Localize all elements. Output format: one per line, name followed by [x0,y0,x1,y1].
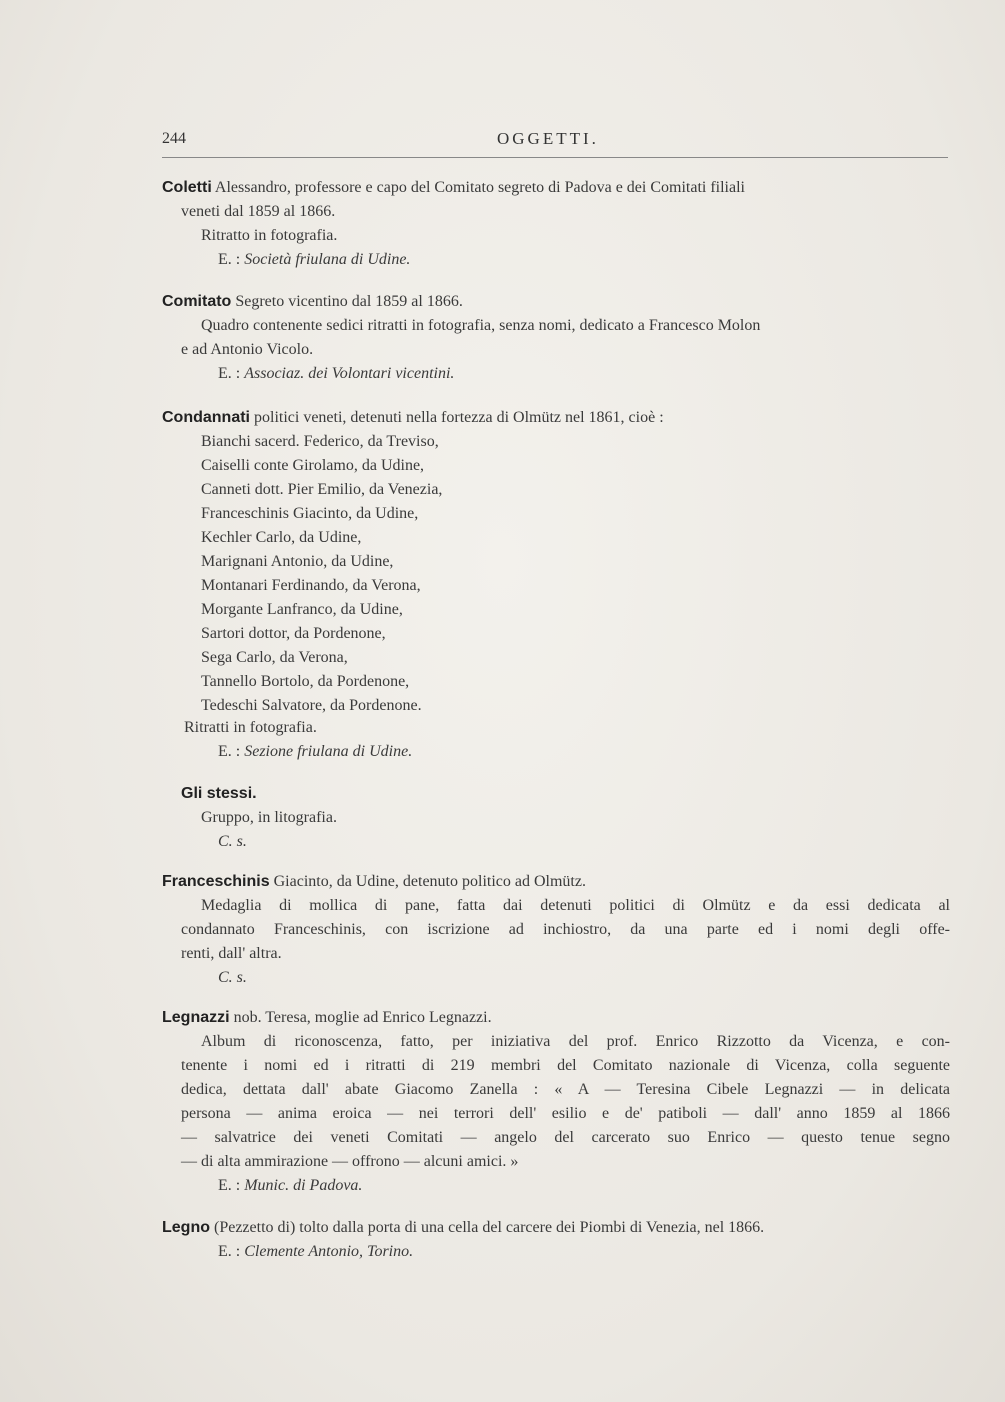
entry-condannati-line1 [162,408,664,428]
list-item: Montanari Ferdinando, da Verona, [201,577,421,594]
entry-comitato-line3: e ad Antonio Vicolo. [181,341,314,358]
list-item: Tedeschi Salvatore, da Pordenone. [201,697,422,714]
page-header [162,126,948,152]
list-item: Marignani Antonio, da Udine, [201,553,394,570]
source-name: Società friulana di Udine. [244,251,411,268]
entry-franceschinis-line4: renti, dall' altra. [181,945,282,962]
source-prefix: E. : [218,1243,245,1260]
source-name: Sezione friulana di Udine. [244,743,413,760]
source-prefix: E. : [218,1177,245,1194]
entry-text: politici veneti, detenuti nella fortezza di Olmütz nel 1861, cioè : [254,409,664,426]
entry-comitato-line2: Quadro contenente sedici ritratti in fotografia, senza nomi, dedicato a Francesco Molon [201,317,761,334]
entry-gli-stessi-line1: Gruppo, in litografia. [201,809,337,826]
entry-franceschinis-source: C. s. [218,969,247,986]
entry-gli-stessi-lemma [181,784,257,804]
page-number: 244 [162,130,186,147]
entry-legnazzi-line4: dedica, dettata dall' abate Giacomo Zanella : « A — Teresina Cibele Legnazzi — in delicata [181,1081,950,1098]
list-item: Kechler Carlo, da Udine, [201,529,362,546]
entry-franceschinis-line2: Medaglia di mollica di pane, fatta dai detenuti politici di Olmütz e da essi dedicata al [201,897,950,914]
entry-lemma: Legnazzi [162,1009,230,1026]
entry-text: nob. Teresa, moglie ad Enrico Legnazzi. [233,1009,492,1026]
entry-coletti-line3: Ritratto in fotografia. [201,227,338,244]
entry-legno-line1 [162,1218,764,1238]
entry-legnazzi-source [218,1176,362,1196]
running-title: OGGETTI. [497,129,599,148]
entry-lemma: Comitato [162,293,232,310]
entry-lemma: Gli stessi. [181,785,257,802]
entry-franceschinis-line3: condannato Franceschinis, con iscrizione ad inchiostro, da una parte ed i nomi degli offe- [181,921,950,938]
entry-comitato-line1 [162,292,463,312]
source-name: Munic. di Padova. [244,1177,363,1194]
entry-condannati-closing: Ritratti in fotografia. [184,719,317,736]
entry-legnazzi-line7: — di alta ammirazione — offrono — alcuni amici. » [181,1153,519,1170]
list-item: Tannello Bortolo, da Pordenone, [201,673,410,690]
entry-coletti-line1 [162,178,948,198]
entry-franceschinis-line1 [162,872,586,892]
entry-legnazzi-line6: — salvatrice dei veneti Comitati — angelo del carcerato suo Enrico — questo tenue segno [181,1129,950,1146]
entry-text: Alessandro, professore e capo del Comitato segreto di Padova e dei Comitati filiali [214,179,745,196]
list-item: Sartori dottor, da Pordenone, [201,625,386,642]
list-item: Morgante Lanfranco, da Udine, [201,601,403,618]
source-prefix: E. : [218,365,245,382]
entry-text: (Pezzetto di) tolto dalla porta di una cella del carcere dei Piombi di Venezia, nel 1866. [214,1219,765,1236]
entry-legno-source [218,1242,413,1262]
source-name: Associaz. dei Volontari vicentini. [244,365,455,382]
list-item: Sega Carlo, da Verona, [201,649,348,666]
entry-coletti-source [218,250,410,270]
entry-lemma: Franceschinis [162,873,270,890]
entry-text: Segreto vicentino dal 1859 al 1866. [235,293,463,310]
entry-coletti-line2: veneti dal 1859 al 1866. [181,203,336,220]
entry-legnazzi-line2: Album di riconoscenza, fatto, per iniziativa del prof. Enrico Rizzotto da Vicenza, e con- [201,1033,950,1050]
entry-text: Giacinto, da Udine, detenuto politico ad Olmütz. [273,873,586,890]
list-item: Caiselli conte Girolamo, da Udine, [201,457,425,474]
list-item: Franceschinis Giacinto, da Udine, [201,505,419,522]
source-prefix: E. : [218,251,245,268]
source-name: Clemente Antonio, Torino. [244,1243,414,1260]
entry-lemma: Coletti [162,179,212,196]
list-item: Bianchi sacerd. Federico, da Treviso, [201,433,439,450]
header-rule [162,157,948,158]
entry-condannati-source [218,742,412,762]
entry-lemma: Condannati [162,409,250,426]
entry-legnazzi-line3: tenente i nomi ed i ritratti di 219 membri del Comitato nazionale di Vicenza, colla seguente [181,1057,950,1074]
entry-gli-stessi-source: C. s. [218,833,247,850]
list-item: Canneti dott. Pier Emilio, da Venezia, [201,481,443,498]
entry-lemma: Legno [162,1219,210,1236]
entry-legnazzi-line5: persona — anima eroica — nei terrori dell' esilio e de' patiboli — dall' anno 1859 al 1866 [181,1105,950,1122]
source-prefix: E. : [218,743,245,760]
entry-comitato-source [218,364,454,384]
entry-legnazzi-line1 [162,1008,492,1028]
